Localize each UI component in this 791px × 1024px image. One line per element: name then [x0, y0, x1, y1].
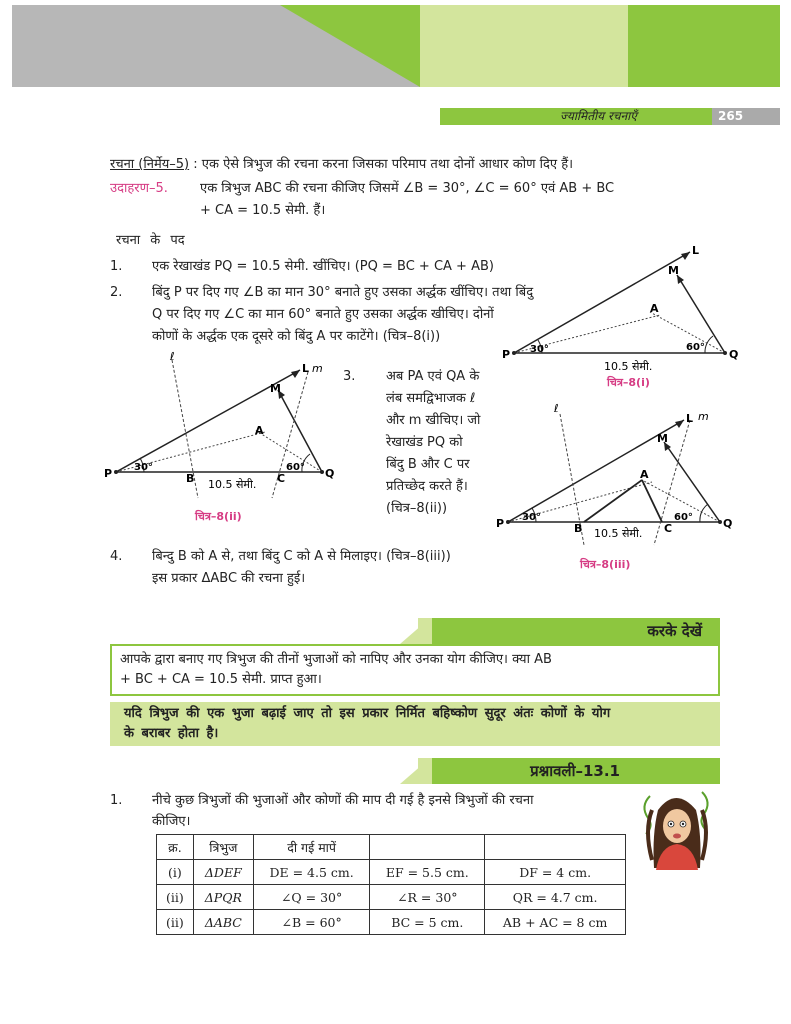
- question-1-number: 1.: [110, 793, 123, 808]
- exercise-header: [432, 758, 720, 784]
- fig2-angle-30: 30°: [134, 462, 153, 473]
- fig3-angle-60: 60°: [674, 512, 693, 523]
- fig2-caption: चित्र–8(ii): [195, 510, 242, 523]
- table-header-cell: त्रिभुज: [193, 835, 253, 860]
- fig1-label-q: Q: [729, 348, 739, 361]
- note-box: [110, 702, 720, 746]
- try-it-box: [110, 644, 720, 696]
- exercise-title: प्रश्नावली–13.1: [530, 762, 620, 780]
- fig2-length: 10.5 सेमी.: [208, 478, 257, 491]
- table-cell: (ii): [157, 910, 194, 935]
- fig2-label-m: M: [270, 382, 281, 395]
- table-cell: ∠Q = 30°: [253, 885, 370, 910]
- step-2-line-1: बिंदु P पर दिए गए ∠B का मान 30° बनाते हुए उसका अर्द्धक खींचिए। तथा बिंदु: [152, 285, 534, 300]
- question-1-line-1: नीचे कुछ त्रिभुजों की भुजाओं और कोणों की माप दी गई है इनसे त्रिभुजों की रचना: [152, 793, 534, 808]
- fig2-label-p: P: [104, 467, 113, 480]
- fig3-label-l-line: ℓ: [554, 402, 559, 415]
- example-label: उदाहरण–5.: [110, 181, 168, 196]
- header-banner-light-green: [420, 5, 630, 87]
- try-it-text-1: आपके द्वारा बनाए गए त्रिभुज की तीनों भुजाओं को नापिए और उनका योग कीजिए। क्या AB: [120, 652, 552, 667]
- table-cell: (i): [157, 860, 194, 885]
- fig2-label-b: B: [186, 472, 195, 485]
- step-2-line-2: Q पर दिए गए ∠C का मान 60° बनाते हुए उसका अर्द्धक खीचिए। दोनों: [152, 307, 494, 322]
- table-header-row: [157, 835, 626, 860]
- steps-title: रचना के पद: [116, 233, 185, 248]
- table-cell: ΔPQR: [193, 885, 253, 910]
- running-header-title: ज्यामितीय रचनाएँ: [560, 109, 637, 123]
- fig3-label-b: B: [574, 522, 583, 535]
- fig1-length: 10.5 सेमी.: [604, 360, 653, 373]
- table-row: [157, 910, 626, 935]
- fig2-label-q: Q: [325, 467, 335, 480]
- fig3-label-a: A: [640, 468, 649, 481]
- fig3-label-c: C: [664, 522, 673, 535]
- table-cell: DF = 4 cm.: [485, 860, 626, 885]
- fig1-label-a: A: [650, 302, 659, 315]
- page-number: 265: [718, 109, 744, 123]
- table-cell: BC = 5 cm.: [370, 910, 485, 935]
- question-1-line-2: कीजिए।: [152, 814, 191, 829]
- step-1-number: 1.: [110, 259, 123, 274]
- fig3-label-p: P: [496, 517, 505, 530]
- table-header-cell: क्र.: [157, 835, 194, 860]
- example-line-1: एक त्रिभुज ABC की रचना कीजिए जिसमें ∠B = 30°, ∠C = 60° एवं AB + BC: [200, 181, 615, 196]
- step-4-line-1: बिन्दु B को A से, तथा बिंदु C को A से मिलाइए। (चित्र–8(iii)): [152, 549, 451, 564]
- try-it-text-2: + BC + CA = 10.5 सेमी. प्राप्त हुआ।: [120, 672, 322, 687]
- step-3-text: [386, 366, 504, 520]
- table-header-cell: [370, 835, 485, 860]
- header-banner-green: [628, 5, 780, 87]
- table-row: [157, 860, 626, 885]
- table-row: [157, 885, 626, 910]
- step-4-number: 4.: [110, 549, 123, 564]
- step-2-number: 2.: [110, 285, 123, 300]
- example-line-2: + CA = 10.5 सेमी. हैं।: [200, 203, 326, 218]
- girl-illustration: [636, 782, 718, 870]
- step-2-line-3: कोणों के अर्द्धक एक दूसरे को बिंदु A पर काटेंगे। (चित्र–8(i)): [152, 329, 441, 344]
- construction-heading-line: [110, 156, 573, 174]
- step-3-line: अब PA एवं QA के: [386, 369, 480, 384]
- table-header-cell: दी गई मापें: [253, 835, 370, 860]
- fig1-label-l: L: [692, 244, 700, 257]
- table-cell: ∠R = 30°: [370, 885, 485, 910]
- table-header-cell: [485, 835, 626, 860]
- fig1-label-p: P: [502, 348, 511, 361]
- fig3-angle-30: 30°: [522, 512, 541, 523]
- step-3-line: और m खीचिए। जो: [386, 413, 481, 428]
- try-it-header: [432, 618, 720, 644]
- fig3-length: 10.5 सेमी.: [594, 527, 643, 540]
- fig3-label-m-line: m: [698, 410, 709, 423]
- step-3-line: (चित्र–8(ii)): [386, 501, 448, 516]
- exercise-tab-light: [418, 758, 432, 784]
- table-cell: (ii): [157, 885, 194, 910]
- fig3-label-q: Q: [723, 517, 733, 530]
- step-3-line: रेखाखंड PQ को: [386, 435, 463, 450]
- try-it-tab-light: [418, 618, 432, 644]
- table-cell: ΔABC: [193, 910, 253, 935]
- measurement-table: [156, 834, 626, 935]
- table-cell: ∠B = 60°: [253, 910, 370, 935]
- fig3-label-m: M: [657, 432, 668, 445]
- figure-8-i: [500, 240, 750, 390]
- fig3-label-l: L: [686, 412, 694, 425]
- fig1-angle-60: 60°: [686, 342, 705, 353]
- figure-8-ii: [100, 350, 345, 530]
- table-cell: AB + AC = 8 cm: [485, 910, 626, 935]
- fig2-label-l: L: [302, 362, 310, 375]
- fig1-label-m: M: [668, 264, 679, 277]
- try-it-title: करके देखें: [647, 622, 702, 640]
- step-3-line: प्रतिच्छेद करते हैं।: [386, 479, 468, 494]
- table-cell: DE = 4.5 cm.: [253, 860, 370, 885]
- construction-heading-text: : एक ऐसे त्रिभुज की रचना करना जिसका परिमाप तथा दोनों आधार कोण दिए हैं।: [193, 157, 574, 172]
- fig2-label-c: C: [277, 472, 286, 485]
- note-line-2: के बराबर होता है।: [124, 726, 219, 741]
- construction-heading: रचना (निर्मेय–5): [110, 157, 190, 172]
- fig2-angle-60: 60°: [286, 462, 305, 473]
- table-cell: QR = 4.7 cm.: [485, 885, 626, 910]
- table-cell: ΔDEF: [193, 860, 253, 885]
- figure-8-iii: [492, 400, 742, 575]
- step-3-line: बिंदु B और C पर: [386, 457, 470, 472]
- step-4-line-2: इस प्रकार ΔABC की रचना हुई।: [152, 571, 306, 586]
- fig2-label-m-line: m: [312, 362, 323, 375]
- step-3-line: लंब समद्विभाजक ℓ: [386, 391, 476, 406]
- fig1-caption: चित्र–8(i): [607, 376, 650, 389]
- fig3-caption: चित्र–8(iii): [580, 558, 631, 571]
- fig1-angle-30: 30°: [530, 344, 549, 355]
- table-cell: EF = 5.5 cm.: [370, 860, 485, 885]
- note-line-1: यदि त्रिभुज की एक भुजा बढ़ाई जाए तो इस प्रकार निर्मित बहिष्कोण सुदूर अंतः कोणों के योग: [124, 706, 611, 721]
- step-3-number: 3.: [343, 369, 356, 384]
- fig2-label-l-line: ℓ: [170, 350, 175, 363]
- fig2-label-a: A: [255, 424, 264, 437]
- header-banner-diagonal: [280, 5, 440, 87]
- step-1-text: एक रेखाखंड PQ = 10.5 सेमी. खींचिए। (PQ = BC + CA + AB): [152, 259, 494, 274]
